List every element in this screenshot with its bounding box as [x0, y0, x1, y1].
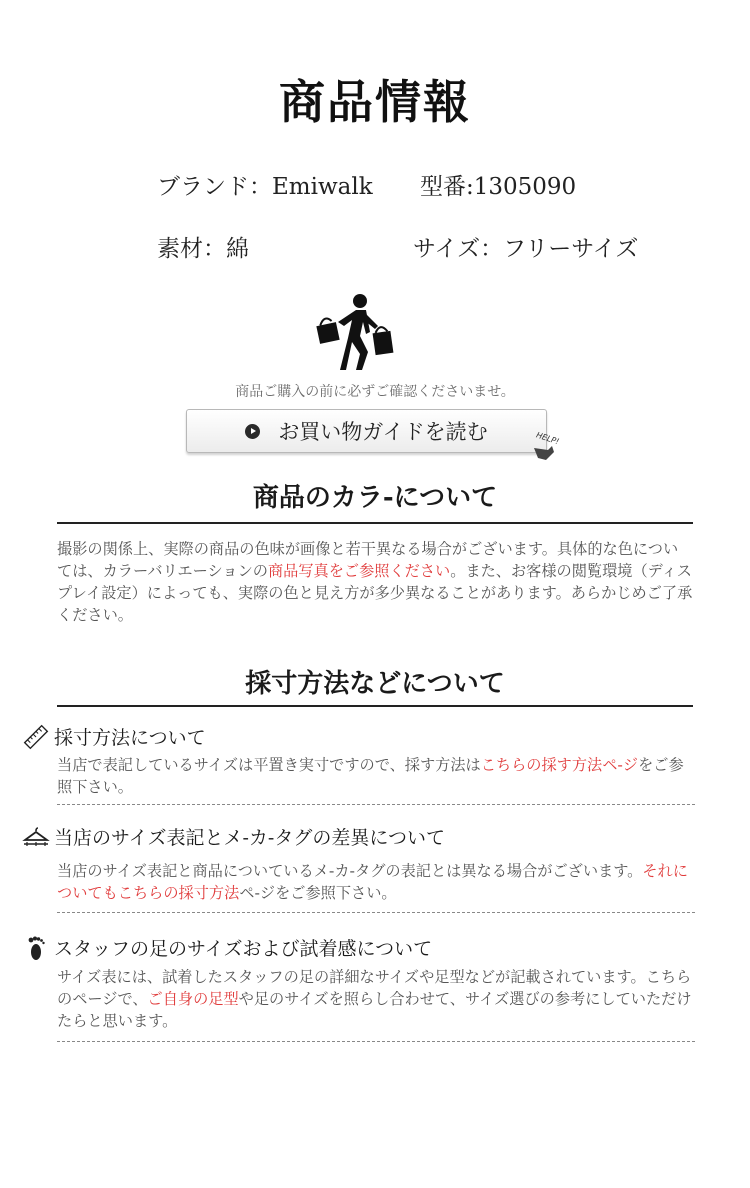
footprint-icon: [22, 935, 50, 961]
size-tag-difference-heading-text: 当店のサイズ表記とメ-カ-タグの差異について: [54, 827, 445, 849]
measure-method-text-1: 当店で表記しているサイズは平置き実寸ですので、採す方法は: [57, 756, 481, 774]
shopper-icon: [316, 292, 400, 372]
color-note-paragraph: [57, 538, 693, 626]
spec-size: サイズ：フリーサイズ: [413, 236, 639, 262]
shopping-guide-label: お買い物ガイドを読む: [278, 420, 488, 444]
size-tag-difference-paragraph: [57, 860, 693, 904]
help-label: HELP!: [535, 430, 561, 447]
help-cursor-icon: [528, 430, 568, 466]
staff-foot-size-heading: [22, 934, 432, 961]
spec-material: 素材：綿: [157, 236, 249, 262]
measure-method-heading: [22, 723, 206, 750]
color-note-text-1: 撮影の関係上、実際の商品の色味が画像と若干異なる場合がございます。具体的な色については、カラーバリエーションの: [57, 540, 679, 580]
measure-method-divider: [57, 804, 695, 805]
staff-foot-size-text-2: や足のサイズを照らし合わせて、サイズ選びの参考にしていただけたらと思います。: [57, 990, 692, 1030]
spec-model: 型番:1305090: [420, 174, 577, 200]
color-section-rule: [57, 522, 693, 524]
size-tag-difference-text-2: ペ-ジをご参照下さい。: [239, 884, 397, 902]
size-tag-difference-link[interactable]: それについてもこちらの採寸方法: [57, 862, 688, 902]
measure-method-heading-text: 採寸方法について: [54, 727, 206, 749]
size-tag-difference-heading: [22, 823, 445, 850]
measure-method-paragraph: [57, 754, 693, 798]
measure-method-link[interactable]: こちらの採す方法ペ-ジ: [480, 756, 639, 774]
staff-foot-size-text-1: サイズ表には、試着したスタッフの足の詳細なサイズや足型などが記載されています。こちらのページで、: [57, 968, 692, 1008]
spec-brand: ブランド：Emiwalk: [157, 174, 373, 200]
measure-section-rule: [57, 705, 693, 707]
shopping-guide-button[interactable]: [186, 409, 547, 453]
measure-section-title: 採寸方法などについて: [245, 669, 505, 699]
staff-foot-size-divider: [57, 1041, 695, 1042]
play-icon: [245, 424, 260, 439]
own-foot-shape-link[interactable]: ご自身の足型: [147, 990, 239, 1008]
color-section-title: 商品のカラ-について: [252, 483, 498, 513]
page-title: 商品情報: [279, 75, 471, 129]
product-photo-link[interactable]: 商品写真をご参照ください: [267, 562, 451, 580]
staff-foot-size-heading-text: スタッフの足のサイズおよび試着感について: [54, 938, 433, 960]
purchase-notice: 商品ご購入の前に必ずご確認くださいませ。: [235, 384, 515, 400]
size-tag-difference-divider: [57, 912, 695, 913]
ruler-icon: [22, 724, 50, 750]
color-note-text-2: 。また、お客様の閲覧環境（ディスプレイ設定）によっても、実際の色と見え方が多少異なることがあります。あらかじめご了承ください。: [57, 562, 693, 624]
staff-foot-size-paragraph: [57, 966, 693, 1032]
size-tag-difference-text-1: 当店のサイズ表記と商品についているメ-カ-タグの表記とは異なる場合がございます。: [57, 862, 643, 880]
hanger-icon: [22, 824, 50, 850]
measure-method-text-2: をご参照下さい。: [57, 756, 684, 796]
